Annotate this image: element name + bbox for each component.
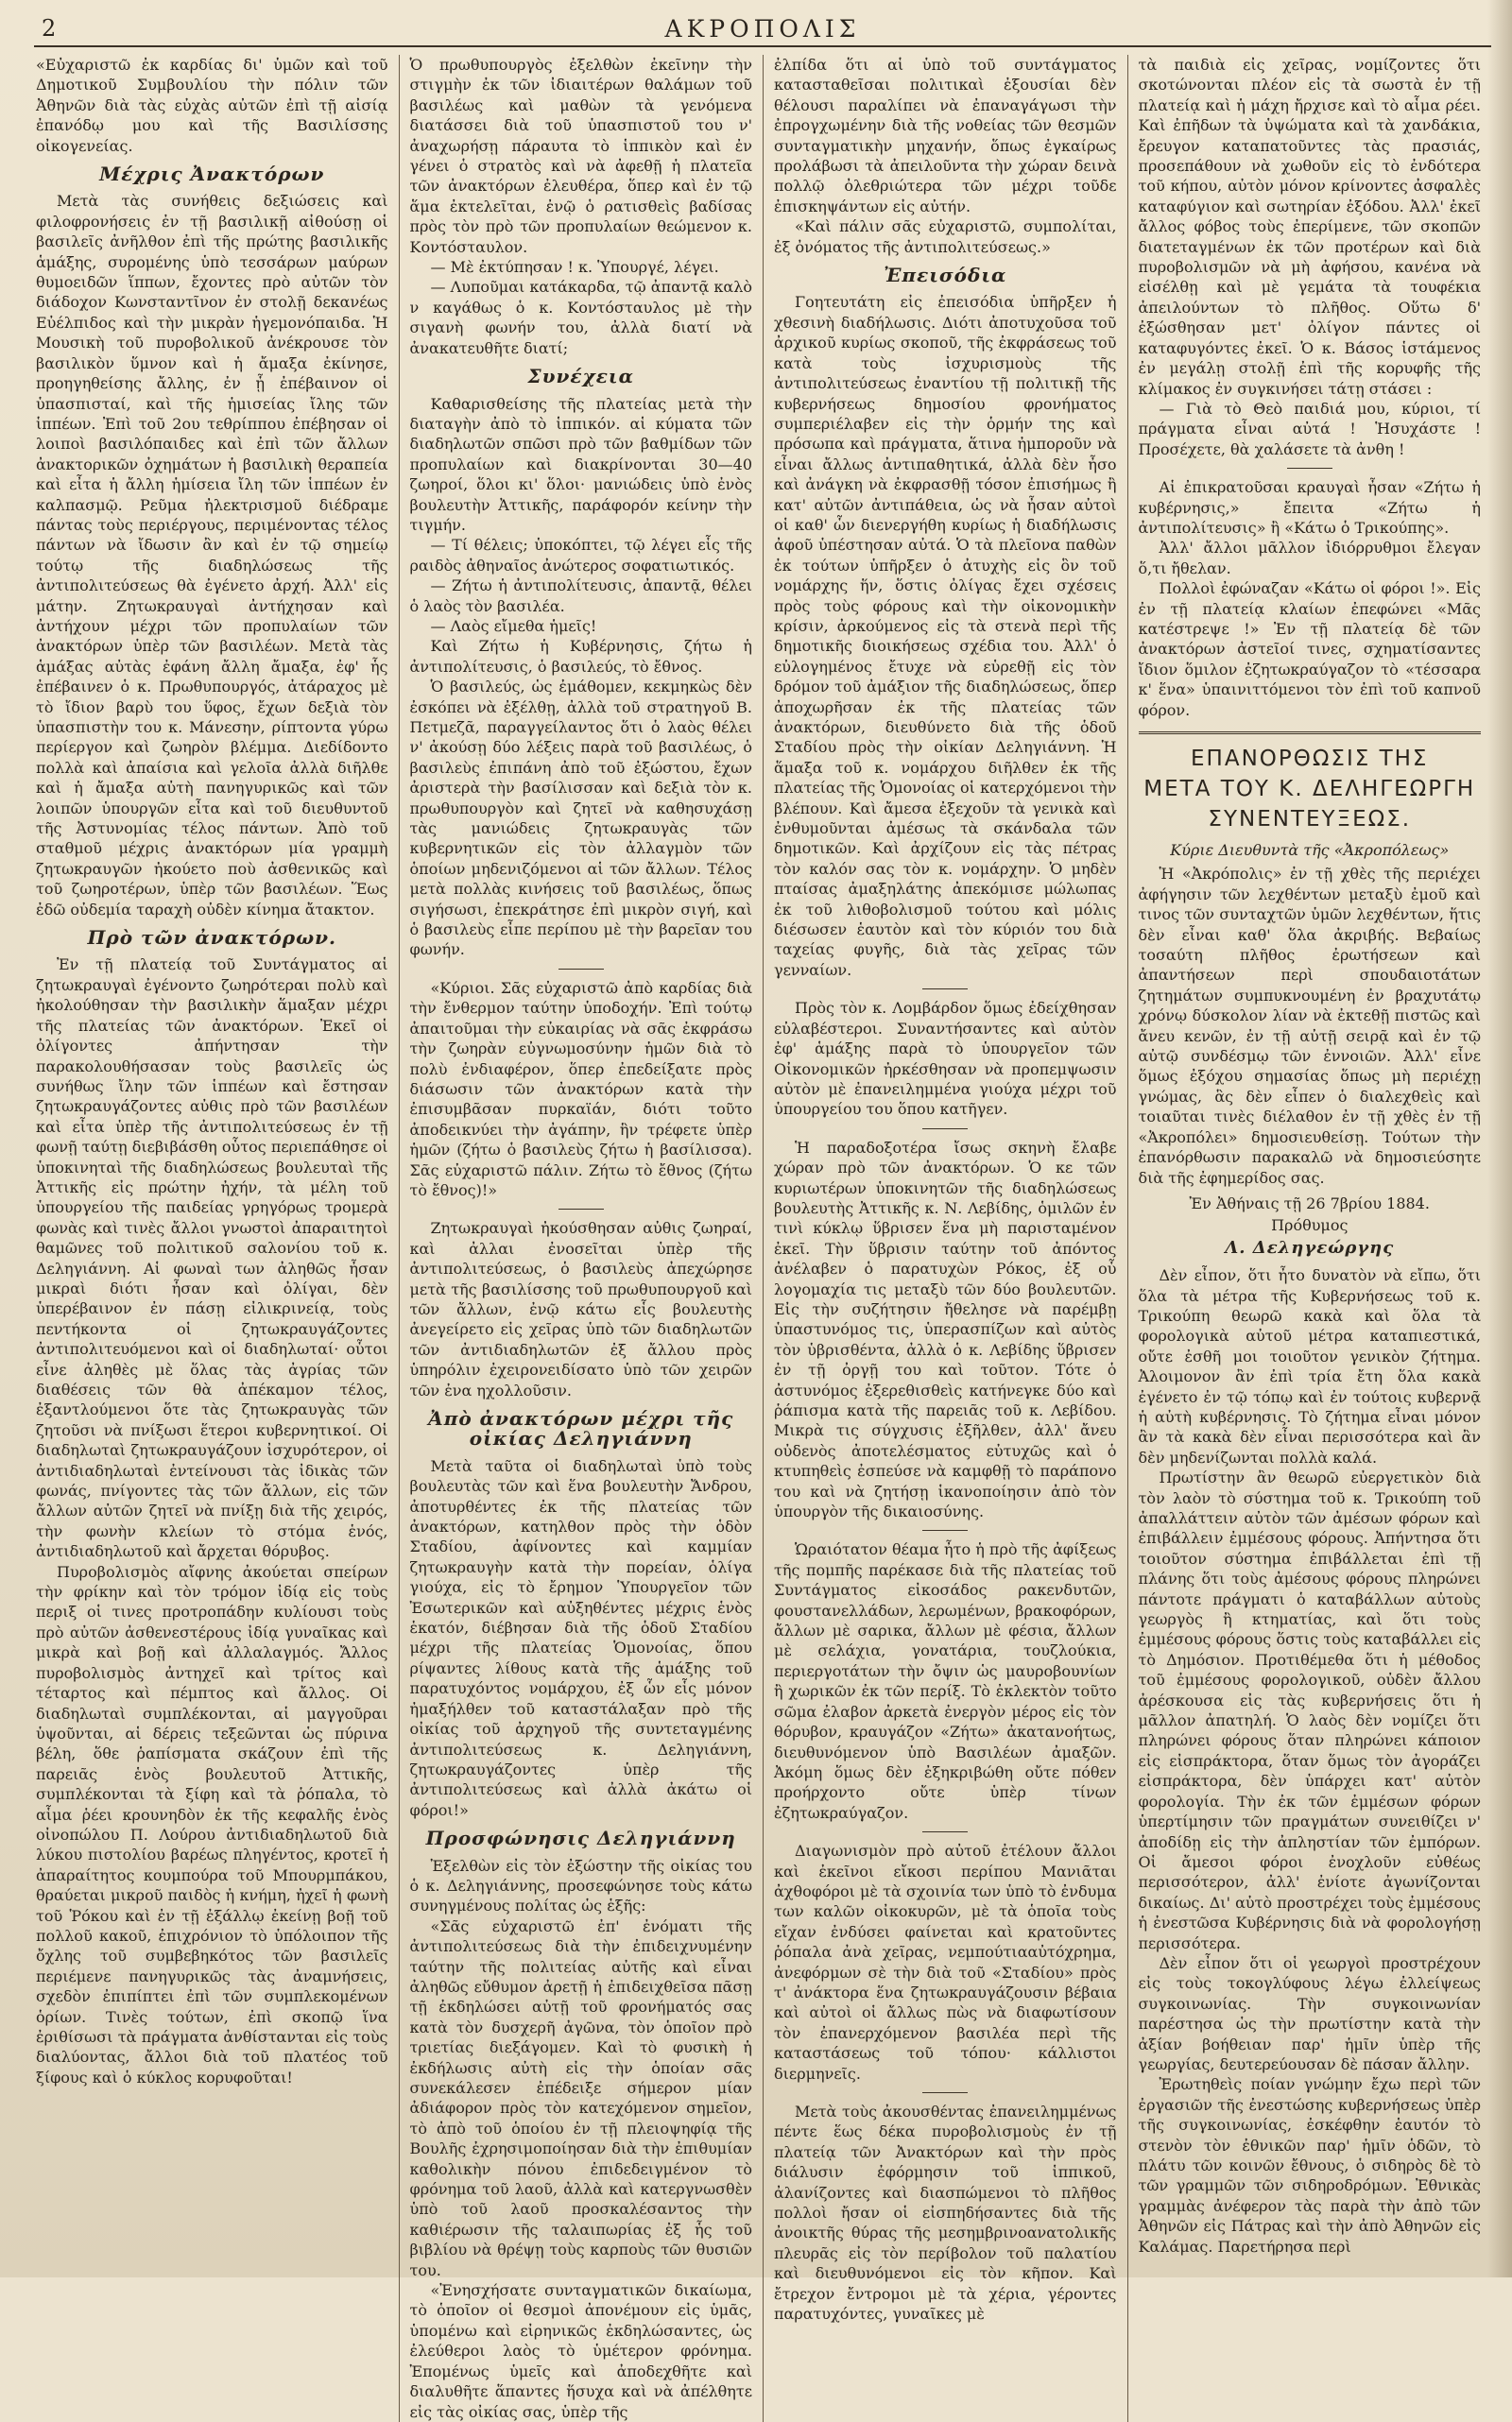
paragraph: Ἐρωτηθεὶς ποίαν γνώμην ἔχω περὶ τῶν ἐργασιῶν τῆς ἐνεστώσης κυβερνήσεως ὑπὲρ τῆς συγκοινωνίας, ἐσκέφθην ἑαυτόν τὸ στενὸν τὸν ἐθνικῶν παρ' ἡμῖν ὁδῶν, τὸ πλάτυ τῶν κοινῶν ἔθνους, ὁ σιδηρὸς δὲ τὸ τῶν γραμμῶν τῶν σιδηροδρόμων. Ἐθνικὰς γραμμὰς ἀνέφερον τὰς παρὰ τὴν ἀπὸ τῶν Ἀθηνῶν εἰς Πάτρας καὶ τὴν ἀπὸ Ἀθηνῶν εἰς Καλάμας. Παρετήρησα περὶ [1138, 2075, 1481, 2256]
paragraph: Διαγωνισμὸν πρὸ αὐτοῦ ἐτέλουν ἄλλοι καὶ ἐκεῖνοι εἴκοσι περίπου Μανιᾶται ἀχθοφόροι μὲ τὰ σχοινία των ὑπὸ τὸ ἐνδυμα των καλῶν οἰκοκυρῶν, μὲ τὰ ὁποῖα τοὺς εἴχαν ἐνδύσει φαίνεται καὶ κρατοῦντες ῥόπαλα ἀνὰ χεῖρας, νεμπούτιααὐτόχρημα, ἀνεφόρμων σὲ τὴν διὰ τοῦ «Σταδίου» πρὸς τ' ἀνάκτορα ἕνα ζητωκραυγάζουσιν βέβαια καὶ αὐτοὶ οἱ ἄλλως πὼς νὰ διαφωτίσουν τὸν ἐπανερχόμενον βασιλέα περὶ τῆς καταστάσεως τοῦ τόπου· κάλλιστοι διερμηνεῖς. [774, 1842, 1117, 2083]
masthead [34, 13, 1491, 47]
paragraph: Δὲν εἶπον, ὅτι ἦτο δυνατὸν νὰ εἴπω, ὅτι ὅλα τὰ μέτρα τῆς Κυβερνήσεως τοῦ κ. Τρικούπη θεωρῶ κακὰ καὶ ὅλα τὰ φορολογικὰ αὐτοῦ μέτρα καταπιεστικά, οὔτε ἐσθῆ μοι τοιοῦτον γενικὸν ζήτημα. Ἀλοιμονον ἂν ἐπὶ τρία ἔτη ὅλα κακὰ ἐγένετο ἐν τῷ τόπῳ καὶ ἐν τούτοις κυβερνᾷ ἡ αὐτὴ κυβέρνησις. Τὸ ζήτημα εἶναι μόνον ἂν τὰ κακὰ δὲν εἶναι περισσότερα καὶ ἂν δὲν μηδενίζωνται πολλὰ καλά. [1138, 1266, 1481, 1467]
quoted-speech: «Ἐνησχήσατε συνταγματικῶν δικαίωμα, τὸ ὁποῖον οἱ θεσμοὶ ἀπονέμουν εἰς ὑμᾶς, ὑπομένω καὶ εἰρηνικῶς ἐκδηλώσαντες, ὡς ἐλεύθεροι λαὸς τὸ ὑμέτερον φρόνημα. Ἐπομένως ὑμεῖς καὶ ἀποδεχθῆτε καὶ διαλυθῆτε ἅπαντες ἥσυχα καὶ νὰ ἀπέλθητε εἰς τὰς οἰκίας σας, ὑπὲρ τῆς [409, 2281, 752, 2421]
paragraph: Ἀλλ' ἄλλοι μᾶλλον ἰδιόρρυθμοι ἔλεγαν ὅ,τι ἤθελαν. [1138, 539, 1481, 577]
divider [922, 988, 968, 989]
paragraph: Πρωτίστην ἂν θεωρῶ εὐεργετικὸν διὰ τὸν λαὸν τὸ σύστημα τοῦ κ. Τρικούπη τοῦ ἀπαλλάττειν αὐτὸν τῶν ἀμέσων φόρων καὶ ἐπιβάλλειν ἐμμέσους φόρους. Ἀπήντησα ὅτι τοιοῦτον σύστημα ἐπιβάλλεται ἐπὶ τῇ πλάνης ὅτι τοὺς ἀμέσους φόρους πληρώνει πάντοτε πράγματι ὁ καταβάλλων αὐτοὺς γεωργὸς ἢ κτηματίας, καὶ ὅτι τοὺς ἐμμέσους φόρους ὅστις τοὺς καταβάλλει εἰς τὸ Δημόσιον. Προτιθέμεθα ὅτι ἡ μέθοδος τοῦ ἐμμέσους φορολογικοῦ, οὐδὲν ἄλλου ἀρέσκουσα εἰς τὰς κυβερνήσεις ὅτι ἡ μᾶλλον ἀπατηλή. Ὁ λαὸς δὲν νομίζει ὅτι πληρώνει φόρους ὅταν πληρώνει κάποιον εἰς εἰσπράκτορα, ὅταν ὅμως τὸν ἀγοράζει εἰσπράκτορα, δὲν ὑπάρχει κατ' αὐτὸν φορολογία. Τὴν ἐκ τῶν ἐμμέσων φόρων ὑπερτίμησιν τῶν πραγμάτων συνειθίζει ν' ἀποδίδῃ εἰς τὴν ἀπληστίαν τῶν ἐμπόρων. Οἱ ἄμεσοι φόροι ἐνοχλοῦν εὐθέως περισσότερον, ἀλλ' ἐνίοτε ἀγωνίζονται δικαίως. Δι' αὐτὸ προστρέχει τοὺς ἐμμέσους ἡ ἐνεστῶσα Κυβέρνησις διὰ νὰ φορολογήσῃ περισσότερα. [1138, 1469, 1481, 1952]
paragraph: Δὲν εἶπον ὅτι οἱ γεωργοὶ προστρέχουν εἰς τοὺς τοκογλύφους λέγω ἐλλείψεως συγκοινωνίας. Τὴν συγκοινωνίαν παρέστησα ὡς τὴν πρωτίστην κατὰ τὴν ἀξίαν βοήθειαν παρ' ἡμῖν ὑπὲρ τῆς γεωργίας, δευτερεύουσαν δὲ πάσαν ἄλλην. [1138, 1953, 1481, 2073]
headline-line-3: ΣΥΝΕΝΤΕΥΞΕΩΣ. [1208, 807, 1412, 832]
paragraph: Ὡραιότατον θέαμα ἦτο ἡ πρὸ τῆς ἀφίξεως τῆς πομπῆς παρέκασε διὰ τῆς πλατείας τοῦ Συντάγματος εἰκοσάδος ρακενδυτῶν, φουστανελλάδων, λερωμένων, βρακοφόρων, ἄλλων μὲ σαρικα, ἄλλων μὲ φέσια, ἄλλων μὲ σελάχια, γονατάρια, τουζλούκια, περιεργοτάτων τὴν ὄψιν ὡς μαυροβουνίων ἢ χωρικῶν ἐκ τῶν περίξ. Τὸ ἐκλεκτὸν τοῦτο σῶμα ἐλαβον ἀρκετὰ ἐνεργὸν μέρος εἰς τὸν θόρυβον, κραυγάζον «Ζήτω» ἀκατανοήτως, διευθυνόμενον ὑπὸ Βασιλέων ἀμαξῶν. Ἀκόμη ὅμως δὲν ἐξηκριβώθη οὔτε πόθεν προήρχοντο οὔτε ὑπὲρ τίνων ἐζητωκραύγαζον. [774, 1540, 1117, 1822]
page-number: 2 [42, 15, 57, 42]
divider [922, 2092, 968, 2093]
divider [558, 1209, 604, 1210]
paragraph: Μετὰ τὰς συνήθεις δεξιώσεις καὶ φιλοφρονήσεις ἐν τῇ βασιλικῇ αἰθούσῃ οἱ βασιλεῖς ἀνῆλθον ἐπὶ τῆς πρώτης βασιλικῆς ἁμάξης, συρομένης ὑπὸ τεσσάρων μαύρων θυμοειδῶν ἵππων, ἔχοντες πρὸ αὐτῶν τὸν διάδοχον Κωνσταντῖνον ἐν στολῇ δεκανέως Εὐέλπιδος καὶ τὴν μικρὰν ἡγεμονόπαιδα. Ἡ Μουσικὴ τοῦ πυροβολικοῦ ἀνέκρουσε τὸν βασιλικὸν ὕμνον καὶ ἡ ἄμαξα ἐκίνησε, προηγηθείσης ἄλλης, ἐν ᾗ ἐπέβαινον οἱ ὑπασπισταί, καὶ τῆς ἡμισείας ἴλης τῶν ἱππέων. Ἐπὶ τοῦ 2ου τεθρίππου ἐπέβησαν οἱ λοιποὶ βασιλόπαιδες καὶ ἐπὶ τῶν ἄλλων ἀνακτορικῶν ὀχημάτων ἡ βασιλικὴ θεραπεία καὶ εἶτα ἡ ἄλλη ἡμίσεια ἴλη τῶν ἱππέων ἐν καλπασμῷ. Ρεῦμα ἠλεκτρισμοῦ διέδραμε πάντας τοὺς περιέργους, περιμένοντας τέλος πάντων νὰ ἴδωσιν ἂν καὶ ἐν τῷ σημείῳ τούτῳ τῆς διαδηλώσεως τῆς ἀντιπολιτεύσεως θὰ ἐγένετο ἀρχή. Ἀλλ' εἰς μάτην. Ζητωκραυγαὶ ἀντήχησαν καὶ ἀντήχουν μέχρι τῶν προπυλαίων τῶν ἀνακτόρων ὑπὲρ τῶν βασιλέων. Μετὰ τὰς ἁμάξας αὐτὰς ἐφάνη ἄλλη ἄμαξα, ἐφ' ἧς ἐπέβαινεν ὁ κ. Πρωθυπουργός, ἀτάραχος μὲ τὸ ἴδιον βαρὺ του ὕφος, ἔχων δεξιὰ τὸν ὑπασπιστὴν του κ. Μάνεσην, ρίπτοντα γύρω περίεργον καὶ ζωηρὸν βλέμμα. Διεδίδοντο πολλὰ καὶ ἀπαίσια καὶ γελοῖα ἀλλὰ διῆλθε καὶ ἡ ἄμαξα αὐτὴ πανηγυρικῶς καὶ τῶν λοιπῶν ὑπουργῶν εἶτα καὶ τοῦ διευθυντοῦ τῆς Ἀστυνομίας τέλος πάντων. Ἀπὸ τοῦ σταθμοῦ μέχρις ἀνακτόρων μία γραμμὴ ζητωκραυγῶν ἠκούετο ποὺ ἀσθενικῶς καὶ τοῦ ζωηροτέρων, ὑπὲρ τῶν βασιλέων. Ἕως ἐδῶ οὐδεμία ταραχὴ οὐδὲν κίνημα ἄτακτον. [36, 192, 388, 919]
dialogue-line: — Μὲ ἐκτύπησαν ! κ. Ὑπουργέ, λέγει. [430, 258, 719, 277]
paragraph: Καὶ Ζήτω ἡ Κυβέρνησις, ζήτω ἡ ἀντιπολίτευσις, ὁ βασιλεύς, τὸ ἔθνος. [409, 637, 752, 676]
dialogue-line: — Γιὰ τὸ Θεὸ παιδιά μου, κύριοι, τί πράγματα εἶναι αὐτά ! Ἡσυχάστε ! Προσέχετε, θὰ χαλάσετε τὰ ἀνθη ! [1138, 399, 1481, 458]
dialogue-line: — Τί θέλεις; ὑποκόπτει, τῷ λέγει εἷς τῆς ραιδὸς ἀθηναῖος ἀνώτερος σοφατιωτικός. [409, 536, 752, 575]
column-3 [763, 55, 1127, 2422]
letter-salutation: Κύριε Διευθυντὰ τῆς «Ἀκροπόλεως» [1170, 841, 1450, 859]
dialogue-line: — Λυποῦμαι κατάκαρδα, τῷ ἀπαντᾷ καλὸ ν καγάθως ὁ κ. Κοντόσταυλος μὲ τὴν σιγανὴ φωνήν του, ἀλλὰ διατί νὰ ἀνακατευθῆτε διατί; [409, 278, 752, 357]
article-columns [34, 55, 1491, 2421]
correction-headline [1139, 744, 1482, 834]
divider [1287, 468, 1332, 469]
column-2 [399, 55, 764, 2422]
dialogue-line: — Λαὸς εἴμεθα ἡμεῖς! [430, 616, 597, 635]
paragraph: Ὁ βασιλεύς, ὡς ἐμάθομεν, κεκμηκὼς δὲν ἐσκόπει νὰ ἐξέλθῃ, ἀλλὰ τοῦ στρατηγοῦ Β. Πετμεζᾶ, παραγγείλαντος ὅτι ὁ λαὸς θέλει ν' ἀκούσῃ δύο λέξεις παρὰ τοῦ βασιλέως, ὁ βασιλεὺς ἐπιπάνη ἀπὸ τοῦ ἐξώστου, ἔχων ἀριστερὰ τὴν βασίλισσαν καὶ δεξιὰ τὸν κ. πρωθυπουργὸν καὶ ζητεῖ νὰ καθησυχάσῃ τὰς μανιώδεις ζητωκραυγὰς τῶν κυβερνητικῶν εἰς τὸν ἀλλαγμὸν τῶν ὁποίων μηδενιζόμενοι αἱ τῶν ἄλλων. Τέλος μετὰ πολλὰς κινήσεις τοῦ βασιλέως, ὅπως σιγήσωσι, ἐπεκράτησε ἐπὶ μικρὸν σιγή, καὶ ὁ βασιλεὺς εἶπε περίπου μὲ τὴν βαρεῖαν του φωνήν. [409, 678, 752, 959]
paragraph: Πυροβολισμὸς αἴφνης ἀκούεται σπείρων τὴν φρίκην καὶ τὸν τρόμον ἰδίᾳ εἰς τοὺς περιξ οἱ τινες προτροπάδην κυλίουσι τοὺς πρὸ αὐτῶν ἀσθενεστέρους ἰδίᾳ γυναῖκας καὶ μικρὰ καὶ βοῇ καὶ ἀλλαλαγμός. Ἄλλος πυροβολισμὸς ἀντηχεῖ καὶ τρίτος καὶ τέταρτος καὶ πέμπτος καὶ ἄλλος. Οἱ διαδηλωταὶ συμπλέκονται, αἱ μαγγοῦραι ὑψοῦνται, αἱ δέρεις τεξεῶνται ὡς πύρινα βέλη, ὅθε ῥαπίσματα σκάζουν ἐπὶ τῆς παρειᾶς ἑνὸς βουλευτοῦ Ἀττικῆς, συμπλέκονται τὰ ξίφη καὶ τὰ ῥόπαλα, τὸ αἷμα ῥέει κρουνηδὸν ἐκ τῆς κεφαλῆς ἑνὸς οἰνοπώλου Π. Λούρου ἀντιδιαδηλωτοῦ διὰ λύκου πιστολίου βαρέως πληγέντος, κροτεῖ ἡ ἀπαραίτητος κουμπούρα τοῦ Μπουρμπάκου, θραύεται μικροῦ παιδὸς ἡ κνήμη, ἠχεῖ ἡ φωνὴ τοῦ Ῥόκου καὶ ἐν τῇ ἐξάλλῳ ἐκείνῃ βοῇ τοῦ πολλοῦ κακοῦ, ἐπιχρόνιον τὸ ὑπόλοιπον τῆς ὄχλης τοῦ συμβεβηκότος τῶν βασιλεῖς περιέμενε πανηγυρικῶς τὰς ἀναμνήσεις, σχεδὸν ἐπιπίπτει ἐπὶ τῶν συμπλεκομένων ὁρίων. Τινὲς τούτων, ἐπὶ σκοπῷ ἵνα ἐριθίσωσι τὰ πράγματα ἀνθίστανται εἰς τοὺς διαλύοντας, ἄλλοι διὰ τοῦ πλατέος τοῦ ξίφους καὶ ὁ κύκλος κορυφοῦται! [36, 1562, 388, 2087]
section-heading: Προσφώνησις Δεληγιάννη [425, 1827, 736, 1850]
paragraph: Μετὰ τοὺς ἀκουσθέντας ἐπανειλημμένως πέντε ἕως δέκα πυροβολισμοὺς ἐν τῇ πλατείᾳ τῶν Ἀνακτόρων καὶ τὴν πρὸς διάλυσιν ἐφόρμησιν τοῦ ἱππικοῦ, ἀλανίζοντες καὶ διασπώμενοι τὸ πλῆθος πολλοὶ ἤσαν οἱ εἰσπηδήσαντες διὰ τῆς ἀνοικτῆς θύρας τῆς μεσημβρινοανατολικῆς πλευρᾶς εἰς τὸν περίβολον τοῦ παλατίου καὶ διευθυνόμενοι εἰς τὸν κῆπον. Καὶ ἔτρεχον ἔντρομοι μὲ τὰ χέρια, γέροντες παρατυχόντες, γυναῖκες μὲ [774, 2103, 1117, 2324]
letter-dateline: Ἐν Ἀθήναις τῇ 26 7βρίου 1884. [1189, 1194, 1430, 1212]
quoted-speech: «Καὶ πάλιν σᾶς εὐχαριστῶ, συμπολίται, ἐξ ὀνόματος τῆς ἀντιπολιτεύσεως.» [774, 217, 1117, 256]
paragraph: Ἡ «Ἀκρόπολις» ἐν τῇ χθὲς τῆς περιέχει ἀφήγησιν τῶν λεχθέντων μεταξὺ ἐμοῦ καὶ τινος τῶν συνταχτῶν ὑμῶν λεχθέντων, ἥτις δὲν εἶναι καθ' ὅλα ἀκριβής. Βεβαίως τοσαύτη πλῆθος ἐρωτήσεων καὶ ἀπαντήσεων περὶ σπουδαιοτάτων ζητημάτων συμπυκνουμένη ἐν βραχυτάτῳ χρόνῳ δύσκολον λίαν νὰ ἐκτεθῇ πιστῶς καὶ ἄνευ κενῶν, ἐν τῇ αὐτῇ σειρᾷ καὶ ἐν τῷ αὐτῷ συνδέσμῳ τῶν ἐννοιῶν. Ἀλλ' εἶνε ὅμως ἐξόχου σημασίας ὅπως μὴ περιέχῃ γνώμας, ἃς δὲν εἶπεν ὁ διαλεχθεὶς καὶ τοιαῦται τινὲς διέλαθον ἐν τῇ χθὲς ἐν τῇ «Ἀκροπόλει» δημοσιευθείσῃ. Τούτων τὴν ἐπανόρθωσιν παρακαλῶ νὰ δημοσιεύσητε διὰ τῆς ἐφημερίδος σας. [1138, 865, 1481, 1187]
paragraph: Ζητωκραυγαὶ ἠκούσθησαν αὐθις ζωηραί, καὶ ἀλλαι ἐνοσεῖται ὑπὲρ τῆς ἀντιπολιτεύσεως, ὁ βασιλεὺς ἀπεχώρησε μετὰ τῆς βασιλίσσης τοῦ πρωθυπουργοῦ καὶ τῶν ἄλλων, ἐνῷ κάτω εἷς βουλευτὴς ἀνεγείρετο εἰς χεῖρας ὑπὸ τῶν διαδηλωτῶν τῶν ἀντιδιαδηλωτῶν ἐξ ἄλλου πρὸς ὑπηρόλιν ἐχειρονειδίσατο ὑπὸ τῶν χειρῶν τῶν ἐνα ηχολλοῦσιν. [409, 1219, 752, 1400]
signature-name: Λ. Δεληγεώργης [1225, 1237, 1395, 1258]
column-1 [34, 55, 399, 2422]
newspaper-title: ΑΚΡΟΠΟΛΙΣ [664, 15, 861, 43]
section-heading: Ἀπὸ ἀνακτόρων μέχρι τῆς οἰκίας Δεληγιάννη [428, 1407, 734, 1451]
section-heading: Συνέχεια [527, 365, 634, 388]
divider [558, 969, 604, 970]
section-heading: Ἐπεισόδια [884, 264, 1007, 287]
paragraph: Αἱ ἐπικρατοῦσαι κραυγαὶ ἦσαν «Ζήτω ἡ κυβέρνησις,» ἔπειτα «Ζήτω ἡ ἀντιπολίτευσις» ἢ «Κάτω ὁ Τρικούπης». [1138, 478, 1481, 537]
headline-line-2: ΜΕΤΑ ΤΟΥ Κ. ΔΕΛΗΓΕΩΡΓΗ [1143, 777, 1476, 801]
paragraph: «Εὐχαριστῶ ἐκ καρδίας δι' ὑμῶν καὶ τοῦ Δημοτικοῦ Συμβουλίου τὴν πόλιν τῶν Ἀθηνῶν διὰ τὰς εὐχὰς αὐτῶν ἐπὶ τῇ αἰσίᾳ ἐπανόδῳ μου καὶ τῆς Βασιλίσσης οἰκογενείας. [36, 56, 388, 155]
paragraph: Ἐξελθὼν εἰς τὸν ἐξώστην τῆς οἰκίας του ὁ κ. Δεληγιάννης, προσεφώνησε τοὺς κάτω συνηγμένους πολίτας ὡς ἑξῆς: [409, 1856, 752, 1915]
paragraph: Πολλοὶ ἐφώναζαν «Κάτω οἱ φόροι !». Εἰς ἐν τῇ πλατείᾳ κλαίων ἐπεφώνει «Μᾶς κατέστρεψε !» Ἐν τῇ πλατείᾳ δὲ τῶν ἀνακτόρων ἀστεῖοί τινες, σχηματίσαντες ἴδιον ὅμιλον ἐζητωκραύγαζον τὸ «τέσσαρα κ' ἕνα» ὑπαινιττόμενοι τὸν ἐπὶ τοῦ καπνοῦ φόρον. [1138, 579, 1481, 719]
headline-line-1: ΕΠΑΝΟΡΘΩΣΙΣ ΤΗΣ [1191, 747, 1429, 771]
quoted-speech: «Σᾶς εὐχαριστῶ ἐπ' ἐνόματι τῆς ἀντιπολιτεύσεως διὰ τὴν ἐπιδειχνυμένην ταύτην τῆς πολιτείας αὐτῆς καὶ εἶναι ἀληθῶς εὔθυμον ἀρετῇ ἡ ἐπιδειχθεῖσα πᾶσῃ τῇ ἐκδηλώσει αὐτῇ τοῦ φρονήματός σας κατὰ τὸν δυσχερῆ ἀγῶνα, τὸν ὁποῖον πρὸ τριετίας διεξάγομεν. Καὶ τὸ φυσικὴ ἡ ἐκδήλωσις αὐτὴ εἰς τὴν ὁποίαν σᾶς συνεκάλεσεν ἐπέδειξε σήμερον μίαν ἀδιάφορον πρὸς τὸν κατεχόμενον σημεῖον, τὸ ἀπὸ τοῦ ὁποίου ἐν τῇ πλειοψηφίᾳ τῆς Βουλῆς ἐχρησιμοποίησαν διὰ τὴν ἐπιθυμίαν καθολικὴν πόνου ἐπιδεδειγμένον τὸ φρόνημα τοῦ λαοῦ, ἀλλὰ καὶ κατεργνωσθὲν ὑπὸ τοῦ λαοῦ προσκαλέσαντος τὴν καθιέρωσιν τῆς ταλαιπωρίας ἐξ ἧς τοῦ βιβλίου νὰ θρέψῃ τοὺς καρποὺς τῶν θυσιῶν του. [409, 1916, 752, 2279]
double-rule [1139, 731, 1482, 734]
divider [922, 1831, 968, 1832]
paragraph: Ὁ πρωθυπουργὸς ἐξελθὼν ἐκεῖνην τὴν στιγμὴν ἐκ τῶν ἰδιαιτέρων θαλάμων τοῦ βασιλέως καὶ μαθὼν τὰ γενόμενα διατάσσει διὰ τοῦ ὑπασπιστοῦ του ν' ἀναχωρήσῃ πάραυτα τὸ ἱππικὸν καὶ ἐν γένει ὁ στρατὸς καὶ νὰ ἀφεθῇ ἡ πλατεῖα τῶν ἀνακτόρων ἐλευθέρα, ὅπερ καὶ ἐν τῷ ἅμα ἐκτελεῖται, ἐνῷ ὁ ρατισθεὶς βαδίσας πρὸς τὸν πρὸ τῶν προπυλαίων θεώμενον κ. Κοντόσταυλον. [409, 56, 752, 256]
paragraph: Μετὰ ταῦτα οἱ διαδηλωταὶ ὑπὸ τοὺς βουλευτὰς τῶν καὶ ἕνα βουλευτὴν Ἄνδρου, ἀποτυρθέντες ἐκ τῆς πλατείας τῶν ἀνακτόρων, κατηλθον πρὸς τὴν ὁδὸν Σταδίου, ἀφίνοντες καὶ καμμίαν ζητωκραυγὴν κατὰ τὴν πορείαν, ὁλίγα γιούχα, εἰς τὸ ἔρημον Ὑπουργεῖον τῶν Ἐσωτερικῶν καὶ αὐξηθέντες μέχρις ἑνὸς ἑκατόν, διέβησαν διὰ τῆς ὁδοῦ Σταδίου μέχρι τῆς πλατείας Ὁμονοίας, ὅπου ρίψαντες λίθους κατὰ τῆς ἁμάξης τοῦ παρατυχόντος νομάρχου, ἐξ ὧν εἷς μόνον ἠμαξήλθεν τοῦ καταστάλαξαν πρὸ τῆς οἰκίας τοῦ ἀρχηγοῦ τῆς συντεταγμένης ἀντιπολιτεύσεως κ. Δεληγιάννη, ζητωκραυγάζοντες ὑπὲρ τῆς ἀντιπολιτεύσεως καὶ ἀλλὰ ἀκάτω οἱ φόροι!» [409, 1456, 752, 1819]
divider [922, 1530, 968, 1531]
divider [922, 1128, 968, 1129]
paragraph: τὰ παιδιὰ εἰς χεῖρας, νομίζοντες ὅτι σκοτώνονται πλέον εἰς τὰ σωστὰ ἐν τῇ πλατείᾳ καὶ ἡ μάχη ἤρχισε καὶ τὸ αἷμα ρέει. Καὶ ἐπῆδων τὰ ὑψώματα καὶ τὰ χανδάκια, ἔρευγον καταπατοῦντες τὰς πρασιάς, προσεπάθουν νὰ χωθοῦν εἰς τὸ ἐνδότερα τοῦ κήπου, αὐτὸν μόνον κρίνοντες ἀσφαλὲς καταφύγιον καὶ σωτηρίαν ἐξόδου. Ἀλλ' ἐκεῖ ἄλλος φόβος τοὺς ἐπερίμενε, τῶν σκοπῶν διατεταγμένων ἐκ τῶν προτέρων καὶ διὰ πυροβολισμῶν νὰ μὴ ἀφήσου, κανένα νὰ εἰσέλθῃ καὶ μὲ γεμάτα τὰ τουφέκια ἀπειλούντων τὸ πλῆθος. Οὕτω δ' ἐξώσθησαν μετ' ὀλίγον πάντες οἱ καταφυγόντες ἐκεῖ. Ὁ κ. Βάσος ἱστάμενος ἐν μεγάλῃ στολῇ ἐπὶ τῆς κορυφῆς τῆς κλίμακος ἐν συγκινήσει τάτῃ στάσει : [1138, 56, 1481, 398]
dialogue-line: — Ζήτω ἡ ἀντιπολίτευσις, ἀπαντᾷ, θέλει ὁ λαὸς τὸν βασιλέα. [409, 576, 752, 615]
paragraph: Ἐν τῇ πλατείᾳ τοῦ Συντάγματος αἱ ζητωκραυγαὶ ἐγένοντο ζωηρότεραι πολὺ καὶ ἠκολούθησαν τὴν βασιλικὴν ἅμαξαν μέχρι τῆς πλατείας τῶν ἀνακτόρων. Ἐκεῖ οἱ ὀλίγοντες ἀπήντησαν τὴν παρακολουθήσασαν τοὺς βασιλεῖς ὡς συνήθως ἴλην τῶν ἱππέων καὶ ἔστησαν ζητωκραυγάζοντες αὐθις πρὸ τῶν βασιλέων καὶ εἶτα ὑπὲρ τῆς ἀντιπολιτεύσεως ἐν τῇ φωνῇ ταύτῃ διεβιβάσθη οὗτος περιεπάθησε οἱ ὑποκινηταὶ τῆς διαδηλώσεως βουλευταὶ τῆς Ἀττικῆς εἰς πρώτην ἠχήν, τὰ μέλη τοῦ ὑπουργείου τῆς παιδείας γρηγόρως τρομερὰ φωνὰς καὶ τινὲς ἄλλοι γνωστοὶ ἀπαραιτητοὶ θαμῶνες τοῦ πολιτικοῦ σαλονίου τοῦ κ. Δεληγιάννη. Αἱ φωναὶ των ἀληθῶς ἦσαν μικραὶ διότι ἦσαν καὶ ὀλίγαι, δὲν ὑπερέβαινον ἐν πάσῃ εἰλικρινείᾳ, τοὺς πεντήκοντα οἱ ζητωκραυγάζοντες ἀντιπολιτευόμενοι καὶ οἱ διαδηλωταί· οὗτοι εἶνε ἀληθὲς μὲ ὅλας τὰς ἀγρίας τῶν διαθέσεις τῶν θὰ ἀπέκαμον τέλος, ἐξαντλούμενοι ὅτε τὰς ζητωκραυγὰς τῶν ζητοῦσι νὰ πνίξωσι ἕτεροι κυβερνητικοί. Οἱ διαδηλωταὶ ζητωκραυγάζουν ἰσχυρότερον, οἱ ἀντιδιαδηλωταὶ ἐντείνουσι τὰς ἰδικὰς τῶν φωνάς, πνίγοντες τὰς τῶν ἄλλων, εἰς τῶν ἄλλων αὐτῶν ζητεῖ νὰ πνίξῃ διὰ τῆς χειρός, τὴν φωνὴν κλείων τὸ στόμα ἑνός, ἀντιδιαδηλωτοῦ καὶ ἄρχεται θόρυβος. [36, 955, 388, 1561]
column-4 [1127, 55, 1492, 2422]
paragraph: Γοητευτάτη εἰς ἐπεισόδια ὑπῆρξεν ἡ χθεσινὴ διαδήλωσις. Διότι ἀποτυχοῦσα τοῦ ἀρχικοῦ κυρίως σκοποῦ, τῆς ἐκφράσεως τοῦ κατὰ τοὺς ἰσχυρισμοὺς τῆς ἀντιπολιτεύσεως ἐναντίου τῇ πολιτικῇ τῆς κυβερνήσεως δημοσίου φρονήματος συμπεριέλαβεν εἰς τὴν ὁρμήν της καὶ πρόσωπα καὶ πράγματα, ἅτινα ἠμποροῦν νὰ εἶναι ἄλλως ἀντιπαθητικά, ἀλλὰ δὲν ἦσο καὶ ἀνάγκη νὰ ἐκφρασθῇ τόσον ἐπισήμως ἢ κατ' αὐτῶν ἀντιπάθεια, ὡς νὰ ἦσαν αὐτοὶ οἱ καθ' ὧν διενεργήθη κυρίως ἡ διαδήλωσις ἀφοῦ ὑπέστησαν αὐτά. Ὁ τὰ πλεῖονα παθὼν ἐκ τούτων ὑπῆρξεν ὁ ἀτυχὴς εἰς ὃν τοῦ νομάρχης ἥν, ὅστις ὀλίγας ἔχει σχέσεις πρὸς τοὺς φόρους καὶ τὴν οἰκονομικὴν κρίσιν, ἀρκούμενος εἰς τὰ στενὰ περὶ τῆς δημοτικῆς διοικήσεως σχέδια του. Ἀλλ' ὁ εὐλογημένος ἔτυχε νὰ εὑρεθῇ εἰς τὸν δρόμον τοῦ ἀμάξιον τῆς διαδηλώσεως, ὅπερ ἀποχωρῆσαν ἐκ τῆς πλατείας τῶν ἀνακτόρων, διευθύνετο διὰ τῆς ὁδοῦ Σταδίου πρὸς τὴν οἰκίαν Δεληγιάννη. Ἡ ἅμαξα τοῦ κ. νομάρχου διῆλθεν ἐκ τῆς πλατείας τῆς Ὁμονοίας οἱ κατερχόμενοι τὴν βλέπουν. Καὶ ἄμεσα ἐξεχοῦν τὰ γενικὰ καὶ ἐνθυμοῦνται ἀμέσως τὰ σκάνδαλα τῶν δημοτικῶν. Καὶ ἀρχίζουν εἰς τὰς πέτρας τὸν καλόν σας τὸν κ. νομάρχην. Ὁ μηδὲν πταίσας ἀμαξηλάτης ἀπεκόμισε μώλωπας ἐκ τοῦ λιθοβολισμοῦ τούτου καὶ μόλις διέσωσεν ἑαυτὸν καὶ τὸν κύριόν του διὰ ταχείας φυγῆς, διὰ τὰς χεῖρας τῶν γενναίων. [774, 293, 1117, 979]
quoted-speech: «Κύριοι. Σᾶς εὐχαριστῶ ἀπὸ καρδίας διὰ τὴν ἔνθερμον ταύτην ὑποδοχήν. Ἐπὶ τούτῳ ἀπαιτοῦμαι τὴν εὐκαιρίας νὰ σᾶς ἐκφράσω τὴν ζωηρὰν εὐγνωμοσύνην ἡμῶν διὰ τὸ πολὺ ἐνδιαφέρον, ὅπερ ἐπεδείξατε πρὸς διάσωσιν τῶν ἀνακτόρων κατὰ τὴν ἐπισυμβᾶσαν πυρκαϊάν, διότι τοῦτο ἀποδεικνύει τὴν ἀγάπην, ἣν τρέφετε ὑπὲρ ἡμῶν (ζήτω ὁ βασιλεὺς ζήτω ἡ βασίλισσα). Σᾶς εὐχαριστῶ πάλιν. Ζήτω τὸ ἔθνος (ζήτω τὸ ἔθνος)!» [409, 978, 752, 1199]
section-heading: Μέχρις Ἀνακτόρων [99, 163, 325, 186]
paragraph: Καθαρισθείσης τῆς πλατείας μετὰ τὴν διαταγὴν ἀπὸ τὸ ἱππικόν. αἱ κύματα τῶν διαδηλωτῶν σπῶσι πρὸ τῶν βαθμίδων τῶν προπυλαίων καὶ διακρίνονται 30—40 ζωηροί, ὅλοι κι' ὅλοι· μανιώδεις ὑπὸ ἐνὸς βουλευτὴν Ἀττικῆς, παράφορόν κείνην τὴν τιγμήν. [409, 394, 752, 534]
paragraph: Ἡ παραδοξοτέρα ἴσως σκηνὴ ἔλαβε χώραν πρὸ τῶν ἀνακτόρων. Ὁ κε τῶν κυριωτέρων ὑποκινητῶν τῆς διαδηλώσεως βουλευτὴς Ἀττικῆς κ. Ν. Λεβίδης, ὁμιλῶν ἐν τινὶ κύκλῳ ὕβρισεν ἕνα μὴ παρισταμένον ἐκεῖ. Τὴν ὕβρισιν ταύτην τοῦ ἀπόντος ἀνέλαβεν ὁ παρατυχὼν Ρόκος, ἐξ οὗ λογομαχία τις μεταξὺ τῶν δύο βουλευτῶν. Εἰς τὴν συζήτησιν ἤθελησε νὰ παρέμβῃ ὑπαστυνόμος τις, ὑπερασπίζων καὶ αὐτὸς τὸν ὑβρισθέντα, ἀλλὰ ὁ κ. Λεβίδης ὕβρισεν ἐν τῇ ὀργῇ του καὶ τοῦτον. Τότε ὁ ἀστυνόμος ἐξερεθισθεὶς κατήνεγκε δύο καὶ ῥάπισμα κατὰ τῆς παρειᾶς τοῦ κ. Λεβίδου. Μικρὰ τις σύγχυσις ἐξῆλθεν, ἀλλ' ἄνευ οὐδενὸς ἀποτελέσματος εὐτυχῶς καὶ ὁ κτυπηθεὶς ἐσπεύσε νὰ καμφθῇ τὸ παράπονο του καὶ νὰ ζητήσῃ ἱκανοποίησιν ἀπὸ τὸν ὑπουργὸν τῆς δικαιοσύνης. [774, 1138, 1117, 1521]
signature-closing: Πρόθυμος [1271, 1216, 1349, 1235]
paragraph: Πρὸς τὸν κ. Λομβάρδον ὅμως ἐδείχθησαν εὐλαβέστεροι. Συναντήσαντες καὶ αὐτὸν ἐφ' ἁμάξης παρὰ τὸ ὑπουργεῖον τῶν Οἰκονομικῶν ἠρκέσθησαν νὰ προπεμψωσιν αὐτὸν μὲ ἐπανειλημμένα γιούχα μέχρι τοῦ ὑπουργείου του ὅπου κατῆγεν. [774, 999, 1117, 1119]
quoted-speech: ἐλπίδα ὅτι αἱ ὑπὸ τοῦ συντάγματος κατασταθεῖσαι πολιτικαὶ ἐξουσίαι δὲν θέλουσι παραλίπει νὰ ἐπαναγάγωσι τὴν ἐπρογχωμένην διὰ τῆς νοθείας τῶν θεσμῶν συνταγματικὴν μηχανήν, ὅπως ἐγκαίρως προλάβωσι τὰ ἀπειλοῦντα τὴν χώραν δεινὰ πολλῷ ὀλεθριώτερα τῶν μέχρι τοῦδε ἐπισκηψάντων εἰς αὐτήν. [774, 56, 1117, 215]
section-heading: Πρὸ τῶν ἀνακτόρων. [87, 926, 336, 950]
